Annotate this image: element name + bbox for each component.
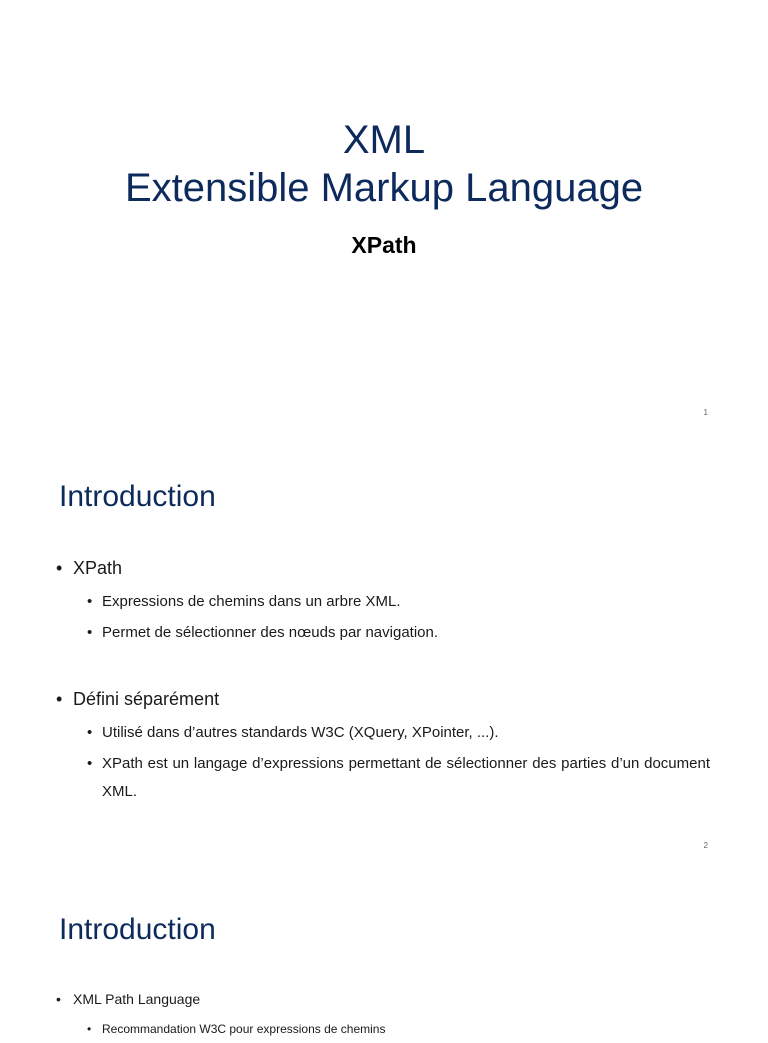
slide-title [0, 116, 768, 212]
page-number: 1 [703, 408, 708, 417]
sub-bullet-item: • Expressions de chemins dans un arbre XML. [87, 593, 401, 610]
bullet-text: Défini séparément [73, 689, 220, 709]
sub-list-container [56, 1015, 710, 1043]
bullet-list [56, 556, 710, 806]
bullet-item [56, 687, 710, 711]
page-number: 2 [703, 841, 708, 850]
bullet-item [56, 987, 710, 1011]
slide-2 [0, 433, 768, 866]
sub-bullet-list [56, 588, 710, 647]
sub-bullet-item: • Permet de sélectionner des nœuds par navigation. [87, 624, 439, 641]
sub-bullet-item: • Utilisé dans d’autres standards W3C (XQuery, XPointer, ...). [87, 724, 499, 741]
sub-bullet-text: Utilisé dans d’autres standards W3C (XQuery, XPointer, ...). [102, 724, 499, 741]
sub-bullet-list [56, 1015, 710, 1043]
sub-bullet-text: Expressions de chemins dans un arbre XML. [102, 593, 401, 610]
slide-3 [0, 866, 768, 1036]
slide-1 [0, 0, 768, 433]
sub-bullet-text: Recommandation W3C pour expressions de chemins [102, 1022, 386, 1036]
bullet-text: XML Path Language [73, 991, 201, 1007]
slide-heading: Introduction [59, 913, 216, 946]
bullet-item [56, 556, 710, 580]
sub-bullet-item: • Recommandation W3C pour expressions de chemins [87, 1022, 386, 1036]
sub-bullet-text: Permet de sélectionner des nœuds par navigation. [102, 624, 439, 641]
slide-heading: Introduction [59, 480, 216, 513]
sub-bullet-text: XPath est un langage d’expressions permettant de sélectionner des parties d’un document XML. [102, 755, 710, 800]
sub-list-container [56, 588, 710, 647]
bullet-text: XPath [73, 558, 123, 578]
sub-bullet-list [56, 719, 710, 806]
title-line-2: Extensible Markup Language [124, 166, 644, 210]
sub-list-container [56, 719, 710, 806]
bullet-list [56, 987, 710, 1043]
slide-subtitle: XPath [351, 232, 417, 258]
sub-bullet-item: • XPath est un langage d’expressions permettant de sélectionner des parties d’un document XML. [87, 755, 710, 800]
title-line-1: XML [342, 118, 426, 162]
